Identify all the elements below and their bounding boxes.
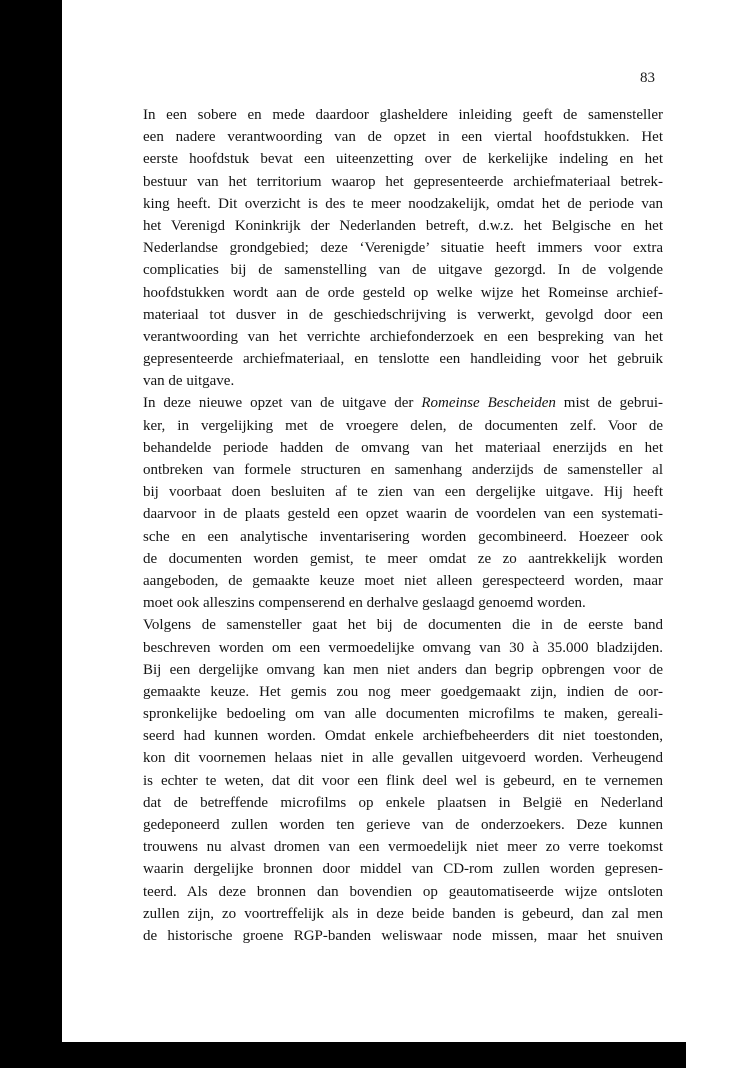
text-line: beschreven worden om een vermoedelijke omvang van 30 à 35.000 bladzijden. bbox=[143, 639, 663, 656]
text-segment: mist de gebrui- bbox=[555, 395, 663, 412]
page-number: 83 bbox=[640, 70, 655, 86]
text-segment: In deze nieuwe opzet van de uitgave der bbox=[143, 395, 422, 412]
text-line: sche en een analytische inventarisering worden gecombineerd. Hoezeer ook bbox=[143, 528, 663, 545]
text-line: waarin dergelijke bronnen door middel van CD-rom zullen worden gepresen- bbox=[143, 861, 663, 878]
text-line: kon dit voornemen helaas niet in alle gevallen uitgevoerd worden. Verheugend bbox=[143, 750, 663, 767]
text-line: een nadere verantwoording van de opzet in een viertal hoofdstukken. Het bbox=[143, 129, 663, 146]
text-line: spronkelijke bedoeling om van alle documenten microfilms te maken, gereali- bbox=[143, 706, 663, 723]
text-line: de historische groene RGP-banden weliswaar node missen, maar het snuiven bbox=[143, 927, 663, 944]
text-line: Bij een dergelijke omvang kan men niet anders dan begrip opbrengen voor de bbox=[143, 661, 663, 678]
text-line: ker, in vergelijking met de vroegere delen, de documenten zelf. Voor de bbox=[143, 417, 663, 434]
scan-border-left bbox=[0, 0, 62, 1068]
text-line: is echter te weten, dat dit voor een flink deel wel is gebeurd, en te vernemen bbox=[143, 772, 663, 789]
text-line: zullen zijn, zo voortreffelijk als in deze beide banden is gebeurd, dan zal men bbox=[143, 905, 663, 922]
text-line: trouwens nu alvast dromen van een vermoedelijk niet meer zo verre toekomst bbox=[143, 839, 663, 856]
text-line: In een sobere en mede daardoor glasheldere inleiding geeft de samensteller bbox=[143, 107, 663, 123]
text-line: gemaakte keuze. Het gemis zou nog meer goedgemaakt zijn, indien de oor- bbox=[143, 683, 663, 700]
text-line: het Verenigd Koninkrijk der Nederlanden betreft, d.w.z. het Belgische en het bbox=[143, 217, 663, 234]
text-line: moet ook alleszins compenserend en derhalve geslaagd genoemd worden. bbox=[143, 595, 586, 612]
body-text bbox=[143, 104, 663, 947]
text-line: bij voorbaat doen besluiten af te zien van een dergelijke uitgave. Hij heeft bbox=[143, 484, 663, 501]
text-line: de documenten worden gemist, te meer omdat ze zo aantrekkelijk worden bbox=[143, 550, 663, 567]
text-line: king heeft. Dit overzicht is des te meer noodzakelijk, omdat het de periode van bbox=[143, 195, 663, 212]
scan-border-bottom bbox=[0, 1042, 686, 1068]
text-line: verantwoording van het verrichte archiefonderzoek en een bespreking van het bbox=[143, 328, 663, 345]
text-line: daarvoor in de plaats gesteld een opzet waarin de voordelen van een systemati- bbox=[143, 506, 663, 523]
text-line: eerste hoofdstuk bevat een uiteenzetting over de kerkelijke indeling en het bbox=[143, 151, 663, 168]
book-title: Romeinse Bescheiden bbox=[421, 395, 556, 412]
text-line: seerd had kunnen worden. Omdat enkele archiefbeheerders dit niet toestonden, bbox=[143, 728, 663, 745]
text-line: Nederlandse grondgebied; deze ‘Verenigde’ situatie heeft immers voor extra bbox=[143, 240, 663, 257]
text-line: dat de betreffende microfilms op enkele plaatsen in België en Nederland bbox=[143, 794, 663, 811]
text-line bbox=[143, 392, 663, 414]
text-line: teerd. Als deze bronnen dan bovendien op geautomatiseerde wijze ontsloten bbox=[143, 883, 663, 900]
text-line: complicaties bij de samenstelling van de uitgave gezorgd. In de volgende bbox=[143, 262, 663, 279]
text-line: bestuur van het territorium waarop het gepresenteerde archiefmateriaal betrek- bbox=[143, 173, 663, 190]
text-line: gedeponeerd zullen worden ten gerieve van de onderzoekers. Deze kunnen bbox=[143, 817, 663, 833]
text-line: gepresenteerde archiefmateriaal, en tenslotte een handleiding voor het gebruik bbox=[143, 351, 663, 368]
text-line: materiaal tot dusver in de geschiedschrijving is verwerkt, gevolgd door een bbox=[143, 306, 663, 323]
text-line: Volgens de samensteller gaat het bij de documenten die in de eerste band bbox=[143, 617, 663, 634]
text-line: hoofdstukken wordt aan de orde gesteld op welke wijze het Romeinse archief- bbox=[143, 284, 663, 301]
text-line: ontbreken van formele structuren en samenhang anderzijds de samensteller al bbox=[143, 462, 663, 478]
text-line: aangeboden, de gemaakte keuze moet niet alleen gerespecteerd worden, maar bbox=[143, 572, 663, 589]
text-line: behandelde periode hadden de omvang van het materiaal enerzijds en het bbox=[143, 439, 663, 456]
text-line: van de uitgave. bbox=[143, 373, 235, 390]
